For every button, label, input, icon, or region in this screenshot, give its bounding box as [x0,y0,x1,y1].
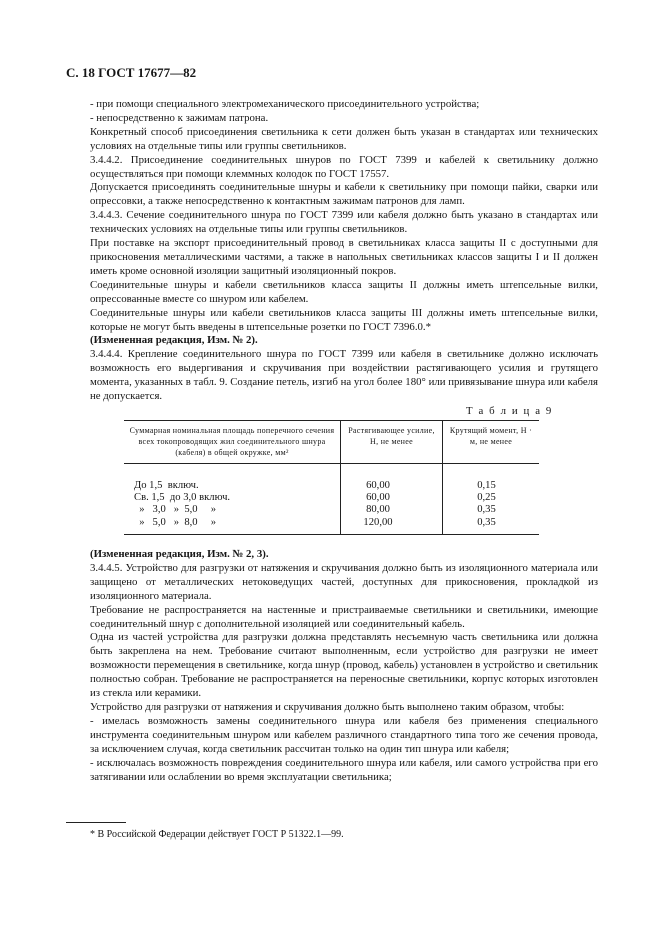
table-row [124,480,539,492]
paragraph: Конкретный способ присоединения светильника к сети должен быть указан в стандартах или технических условиях на отдельные типы или группы светильников. [90,125,598,152]
paragraph: Устройство для разгрузки от натяжения и скручивания должно быть выполнено таким образом, чтобы: [90,700,565,713]
cell-torque: 0,35 [443,504,540,516]
cell-section: » 5,0 » 8,0 » [124,517,341,535]
paragraph: Одна из частей устройства для разгрузки должна представлять несъемную часть светильника или должна быть закреплена на нем. Требование считают выполненным, если устройство для разгрузки не имеет возможности перемещения в светильнике, когда шнур (провод, кабель) установлен в устройство и светильник полностью собран. Требование не распространяется на переносные светильники, корпус которых изготовлен из стекла или керамики. [90,631,598,700]
cell-section: Св. 1,5 до 3,0 включ. [134,492,231,504]
table-caption: Т а б л и ц а 9 [466,405,553,417]
table-row [124,492,539,504]
table-row [124,504,539,516]
table-row [124,517,539,535]
amendment-note: (Измененная редакция, Изм. № 2, 3). [90,548,269,560]
cell-section: » 3,0 » 5,0 » [134,504,217,516]
cell-torque: 0,25 [443,492,540,504]
paragraph: - исключалась возможность повреждения соединительного шнура или кабеля, или самого устройства при его затягивании или ослаблении во время эксплуатации светильника; [90,756,598,783]
paragraph: 3.4.4.2. Присоединение соединительных шнуров по ГОСТ 7399 и кабелей к светильнику должно осуществляться при помощи клеммных колодок по ГОСТ 17557. [90,153,598,180]
cell-force: 120,00 [341,517,443,535]
cell-section: До 1,5 включ. [134,480,199,491]
paragraph: - непосредственно к зажимам патрона. [90,111,269,124]
paragraph: - имелась возможность замены соединительного шнура или кабеля без применения специального инструмента соединительным шнуром или кабелем различного стандартного типа того же сечения провода, за исключением случая, когда светильник рассчитан только на один тип шнура или кабеля; [90,714,598,755]
paragraph: 3.4.4.5. Устройство для разгрузки от натяжения и скручивания должно быть из изоляционного материала или защищено от металлических нетоковедущих частей, доступных для прикосновения, прокладкой из изоляционного материала. [90,561,598,602]
page-header: С. 18 ГОСТ 17677—82 [66,65,197,80]
footnote-divider [66,822,126,823]
header-torque: Крутящий момент, Н · м, не менее [443,421,540,464]
paragraph: Требование не распространяется на настенные и пристраиваемые светильники и светильники, имеющие соединительный шнур с дополнительной изоляцией или соединительный кабель. [90,603,598,630]
paragraph: - при помощи специального электромеханического присоединительного устройства; [90,98,480,110]
paragraph: При поставке на экспорт присоединительный провод в светильниках класса защиты II с доступными для прикосновения металлическими частями, а также в напольных светильниках классов защиты I и II должен иметь кроме основной изоляции защитный изоляционный покров. [90,237,598,277]
paragraph: Соединительные шнуры или кабели светильников класса защиты III должны иметь штепсельные вилки, которые не могут быть введены в штепсельные розетки по ГОСТ 7396.0.* [90,306,598,333]
paragraph: 3.4.4.3. Сечение соединительного шнура по ГОСТ 7399 или кабеля должно быть указано в стандартах или технических условиях на отдельные типы или группы светильников. [90,209,598,236]
cell-force: 60,00 [341,480,443,492]
footnote: * В Российской Федерации действует ГОСТ Р 51322.1—99. [90,829,344,840]
header-force: Растягивающее усилие, Н, не менее [341,421,443,464]
header-section: Суммарная номинальная площадь поперечного сечения всех токопроводящих жил соединительного шнура (кабеля) в общей окружке, мм² [124,421,341,464]
cell-torque: 0,15 [443,480,540,492]
table-9 [124,420,539,535]
body-text-top [90,98,598,404]
body-text-bottom [90,548,598,784]
cell-torque: 0,35 [443,517,540,535]
cell-force: 60,00 [341,492,443,504]
paragraph: Соединительные шнуры и кабели светильников класса защиты II должны иметь штепсельные вилки, опрессованные вместе со шнуром или кабелем. [90,278,598,305]
paragraph: Допускается присоединять соединительные шнуры и кабели к светильнику при помощи пайки, сварки или опрессовки, а также непосредственно к контактным зажимам патронов для ламп. [90,181,598,208]
amendment-note: (Измененная редакция, Изм. № 2). [90,334,258,347]
paragraph: 3.4.4.4. Крепление соединительного шнура по ГОСТ 7399 или кабеля в светильнике должно исключать возможность его выдергивания и скручивания при воздействии растягивающего усилия и грутящего момента, указанных в табл. 9. Создание петель, изгиб на угол более 180° или привязывание шнура или кабеля не допускается. [90,348,598,403]
cell-force: 80,00 [341,504,443,516]
